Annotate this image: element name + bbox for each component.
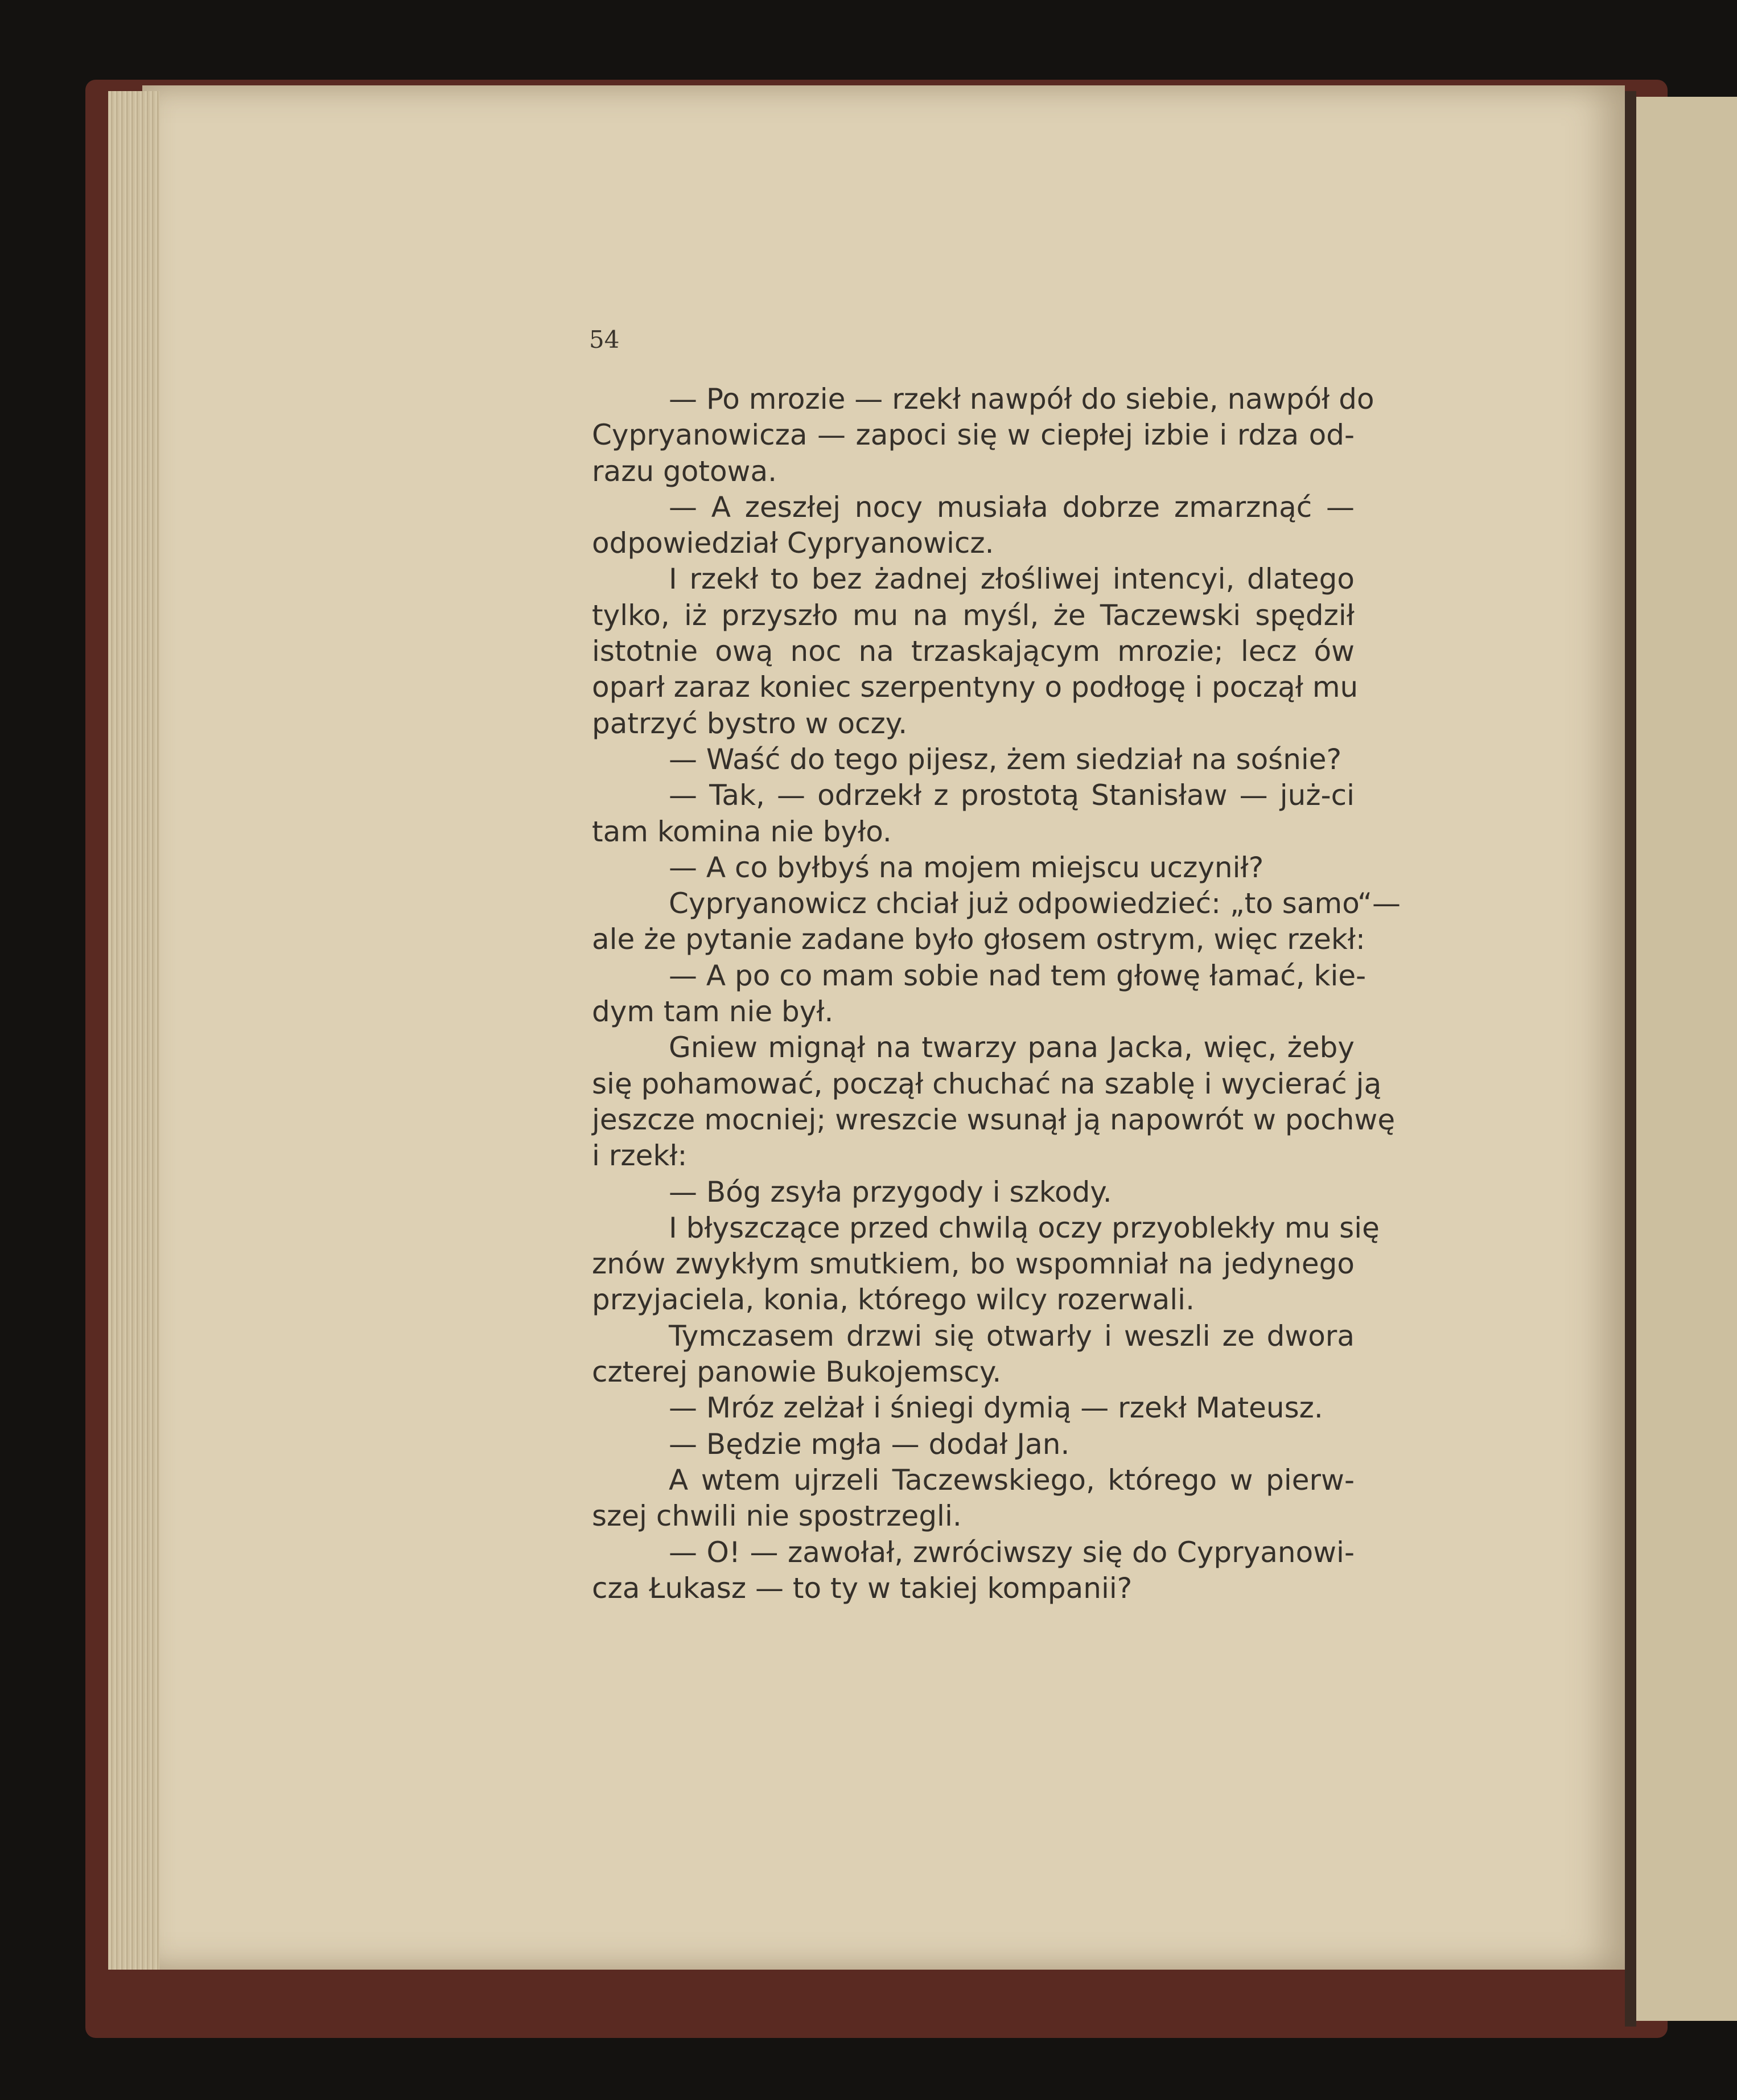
text-line: się pohamować, począł chuchać na szablę i wycierać ją bbox=[592, 1067, 1382, 1100]
text-line: oparł zaraz koniec szerpentyny o podłogę i począł mu bbox=[592, 671, 1359, 704]
text-line: Cypryanowicz chciał już odpowiedzieć: „to samo“— bbox=[669, 887, 1401, 920]
text-line: odpowiedział Cypryanowicz. bbox=[592, 527, 994, 560]
text-line: — A po co mam sobie nad tem głowę łamać, kie- bbox=[669, 959, 1366, 992]
text-line: znów zwykłym smutkiem, bo wspomniał na jedynego bbox=[592, 1247, 1355, 1281]
text-line: przyjaciela, konia, którego wilcy rozerwali. bbox=[592, 1283, 1195, 1317]
text-line: ale że pytanie zadane było głosem ostrym, więc rzekł: bbox=[592, 923, 1365, 956]
text-line: i rzekł: bbox=[592, 1139, 688, 1173]
text-line: A wtem ujrzeli Taczewskiego, którego w pierw- bbox=[669, 1463, 1355, 1497]
text-line: I rzekł to bez żadnej złośliwej intencyi, dlatego bbox=[669, 562, 1355, 596]
text-line: szej chwili nie spostrzegli. bbox=[592, 1499, 962, 1533]
book-spine bbox=[1625, 91, 1636, 2027]
text-line: — A co byłbyś na mojem miejscu uczynił? bbox=[669, 850, 1264, 884]
text-line: — Tak, — odrzekł z prostotą Stanisław — już-ci bbox=[669, 779, 1355, 812]
text-line: Tymczasem drzwi się otwarły i weszli ze dwora bbox=[669, 1319, 1355, 1353]
text-line: cza Łukasz — to ty w takiej kompanii? bbox=[592, 1571, 1133, 1605]
text-line: tylko, iż przyszło mu na myśl, że Taczewski spędził bbox=[592, 598, 1355, 632]
text-line: Cypryanowicza — zapoci się w ciepłej izbie i rdza od- bbox=[592, 418, 1355, 452]
facing-page-edge bbox=[1636, 97, 1737, 2021]
text-line: Gniew mignął na twarzy pana Jacka, więc, żeby bbox=[669, 1031, 1355, 1065]
text-line: I błyszczące przed chwilą oczy przyoblekły mu się bbox=[669, 1211, 1380, 1244]
text-line: — Mróz zelżał i śniegi dymią — rzekł Mateusz. bbox=[669, 1391, 1323, 1425]
text-line: patrzyć bystro w oczy. bbox=[592, 706, 908, 740]
text-line: — A zeszłej nocy musiała dobrze zmarznąć — bbox=[669, 490, 1355, 524]
body-text bbox=[592, 381, 1401, 1606]
text-line: — Bóg zsyła przygody i szkody. bbox=[669, 1175, 1112, 1209]
text-line: jeszcze mocniej; wreszcie wsunął ją napowrót w pochwę bbox=[592, 1103, 1396, 1136]
text-line: — Po mrozie — rzekł nawpół do siebie, nawpół do bbox=[669, 383, 1374, 416]
text-line: — Waść do tego pijesz, żem siedział na sośnie? bbox=[669, 742, 1342, 776]
text-line: — Będzie mgła — dodał Jan. bbox=[669, 1427, 1070, 1461]
text-line: razu gotowa. bbox=[592, 454, 777, 488]
page-number: 54 bbox=[589, 326, 620, 354]
text-line: tam komina nie było. bbox=[592, 815, 892, 848]
page-edges bbox=[108, 91, 159, 1970]
text-line: istotnie ową noc na trzaskającym mrozie; lecz ów bbox=[592, 635, 1355, 668]
text-line: dym tam nie był. bbox=[592, 995, 834, 1029]
text-line: czterej panowie Bukojemscy. bbox=[592, 1355, 1002, 1389]
text-line: — O! — zawołał, zwróciwszy się do Cypryanowi- bbox=[669, 1535, 1355, 1569]
